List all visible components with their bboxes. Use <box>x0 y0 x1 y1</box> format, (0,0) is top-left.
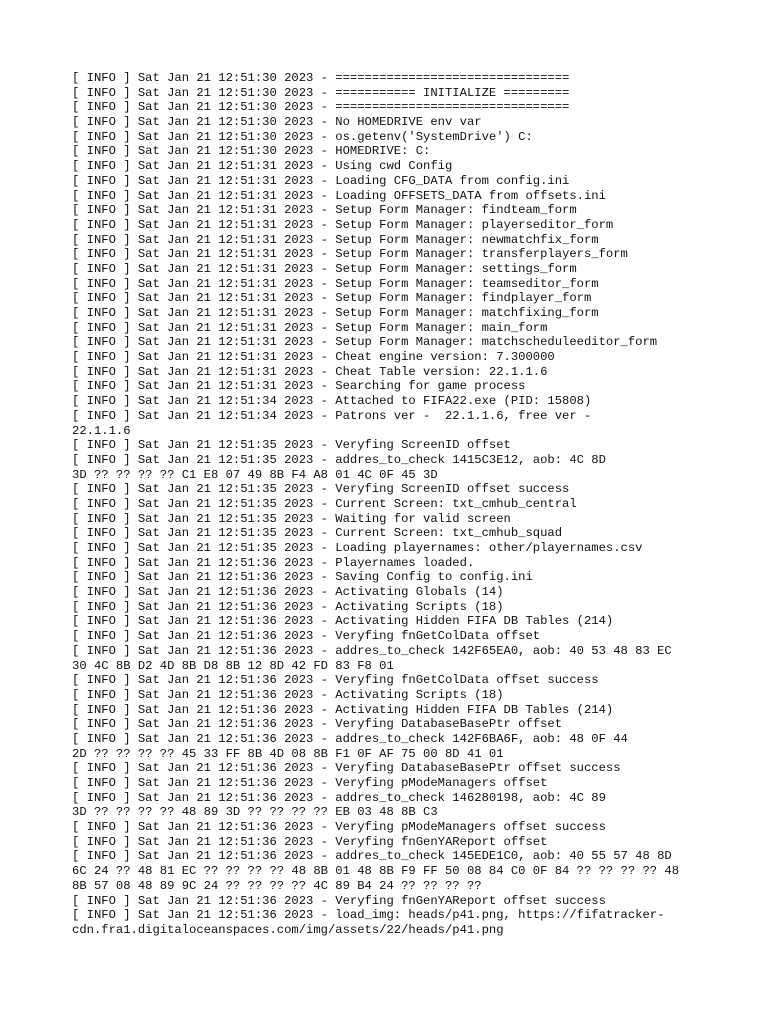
log-line: [ INFO ] Sat Jan 21 12:51:36 2023 - Veryfing fnGenYAReport offset success <box>72 893 606 908</box>
log-line: [ INFO ] Sat Jan 21 12:51:31 2023 - Setup Form Manager: matchscheduleeditor_form <box>72 335 658 350</box>
log-line: [ INFO ] Sat Jan 21 12:51:36 2023 - Veryfing pModeManagers offset <box>72 776 548 790</box>
log-line: [ INFO ] Sat Jan 21 12:51:34 2023 - Attached to FIFA22.exe (PID: 15808) <box>72 394 592 409</box>
log-line: [ INFO ] Sat Jan 21 12:51:36 2023 - addres_to_check 145EDE1C0, aob: 40 55 57 48 8D <box>72 849 672 864</box>
log-line: [ INFO ] Sat Jan 21 12:51:35 2023 - Waiting for valid screen <box>72 511 511 526</box>
log-line: [ INFO ] Sat Jan 21 12:51:30 2023 - os.getenv('SystemDrive') C: <box>72 129 533 144</box>
log-line: [ INFO ] Sat Jan 21 12:51:30 2023 - ================================ <box>72 71 570 85</box>
log-line: [ INFO ] Sat Jan 21 12:51:30 2023 - ================================ <box>72 100 570 115</box>
log-line: [ INFO ] Sat Jan 21 12:51:36 2023 - addres_to_check 142F6BA6F, aob: 48 0F 44 <box>72 731 628 746</box>
log-line: [ INFO ] Sat Jan 21 12:51:31 2023 - Loading CFG_DATA from config.ini <box>72 173 570 188</box>
log-line: [ INFO ] Sat Jan 21 12:51:31 2023 - Using cwd Config <box>72 159 453 174</box>
log-line: [ INFO ] Sat Jan 21 12:51:31 2023 - Searching for game process <box>72 379 526 394</box>
log-line: 6C 24 ?? 48 81 EC ?? ?? ?? ?? 48 8B 01 48 8B F9 FF 50 08 84 C0 0F 84 ?? ?? ?? ?? 48 <box>72 864 680 879</box>
log-line: [ INFO ] Sat Jan 21 12:51:31 2023 - Setup Form Manager: findteam_form <box>72 203 577 218</box>
log-line: [ INFO ] Sat Jan 21 12:51:35 2023 - Veryfing ScreenID offset success <box>72 482 570 497</box>
log-line: 8B 57 08 48 89 9C 24 ?? ?? ?? ?? 4C 89 B4 24 ?? ?? ?? ?? <box>72 878 482 893</box>
log-line: [ INFO ] Sat Jan 21 12:51:30 2023 - =========== INITIALIZE ========= <box>72 85 570 100</box>
log-line: [ INFO ] Sat Jan 21 12:51:31 2023 - Loading OFFSETS_DATA from offsets.ini <box>72 188 606 203</box>
log-line: [ INFO ] Sat Jan 21 12:51:36 2023 - Saving Config to config.ini <box>72 570 533 585</box>
log-line: [ INFO ] Sat Jan 21 12:51:36 2023 - Activating Scripts (18) <box>72 687 504 702</box>
log-line: [ INFO ] Sat Jan 21 12:51:31 2023 - Setup Form Manager: transferplayers_form <box>72 247 628 262</box>
log-line: [ INFO ] Sat Jan 21 12:51:31 2023 - Setup Form Manager: settings_form <box>72 261 577 276</box>
log-line: [ INFO ] Sat Jan 21 12:51:31 2023 - Cheat Table version: 22.1.1.6 <box>72 364 548 379</box>
log-line: [ INFO ] Sat Jan 21 12:51:31 2023 - Setup Form Manager: playerseditor_form <box>72 217 614 232</box>
log-line: [ INFO ] Sat Jan 21 12:51:35 2023 - Current Screen: txt_cmhub_squad <box>72 526 563 541</box>
log-line: [ INFO ] Sat Jan 21 12:51:36 2023 - Veryfing DatabaseBasePtr offset <box>72 717 563 732</box>
log-line: [ INFO ] Sat Jan 21 12:51:36 2023 - Activating Hidden FIFA DB Tables (214) <box>72 614 614 629</box>
log-line: [ INFO ] Sat Jan 21 12:51:30 2023 - No HOMEDRIVE env var <box>72 115 482 130</box>
log-line: 30 4C 8B D2 4D 8B D8 8B 12 8D 42 FD 83 F8 01 <box>72 658 394 673</box>
log-line: [ INFO ] Sat Jan 21 12:51:31 2023 - Setup Form Manager: findplayer_form <box>72 291 592 306</box>
log-line: 3D ?? ?? ?? ?? C1 E8 07 49 8B F4 A8 01 4C 0F 45 3D <box>72 467 438 482</box>
log-line: [ INFO ] Sat Jan 21 12:51:36 2023 - Veryfing pModeManagers offset success <box>72 820 606 835</box>
log-line: [ INFO ] Sat Jan 21 12:51:36 2023 - Activating Globals (14) <box>72 585 504 600</box>
log-line: 22.1.1.6 <box>72 423 131 438</box>
log-line: [ INFO ] Sat Jan 21 12:51:36 2023 - Veryfing fnGenYAReport offset <box>72 834 548 849</box>
log-line: [ INFO ] Sat Jan 21 12:51:36 2023 - Playernames loaded. <box>72 555 475 570</box>
log-line: [ INFO ] Sat Jan 21 12:51:34 2023 - Patrons ver - 22.1.1.6, free ver - <box>72 408 592 423</box>
log-line: [ INFO ] Sat Jan 21 12:51:36 2023 - Veryfing DatabaseBasePtr offset success <box>72 761 621 776</box>
log-line: [ INFO ] Sat Jan 21 12:51:35 2023 - Current Screen: txt_cmhub_central <box>72 496 577 511</box>
log-line: [ INFO ] Sat Jan 21 12:51:31 2023 - Setup Form Manager: matchfixing_form <box>72 306 599 320</box>
log-line: [ INFO ] Sat Jan 21 12:51:31 2023 - Setup Form Manager: newmatchfix_form <box>72 232 599 247</box>
log-line: 3D ?? ?? ?? ?? 48 89 3D ?? ?? ?? ?? EB 03 48 8B C3 <box>72 805 438 820</box>
log-line: [ INFO ] Sat Jan 21 12:51:30 2023 - HOMEDRIVE: C: <box>72 144 431 159</box>
log-document <box>72 71 712 938</box>
log-line: [ INFO ] Sat Jan 21 12:51:36 2023 - Veryfing fnGetColData offset success <box>72 673 599 688</box>
log-line: 2D ?? ?? ?? ?? 45 33 FF 8B 4D 08 8B F1 0F AF 75 00 8D 41 01 <box>72 746 504 761</box>
log-line: [ INFO ] Sat Jan 21 12:51:31 2023 - Setup Form Manager: main_form <box>72 320 548 335</box>
log-line: [ INFO ] Sat Jan 21 12:51:31 2023 - Setup Form Manager: teamseditor_form <box>72 276 599 291</box>
log-line: [ INFO ] Sat Jan 21 12:51:35 2023 - Veryfing ScreenID offset <box>72 438 511 453</box>
log-line: cdn.fra1.digitaloceanspaces.com/img/assets/22/heads/p41.png <box>72 922 504 937</box>
log-line: [ INFO ] Sat Jan 21 12:51:31 2023 - Cheat engine version: 7.300000 <box>72 350 555 365</box>
log-line: [ INFO ] Sat Jan 21 12:51:36 2023 - addres_to_check 142F65EA0, aob: 40 53 48 83 EC <box>72 643 672 658</box>
log-line: [ INFO ] Sat Jan 21 12:51:36 2023 - addres_to_check 146280198, aob: 4C 89 <box>72 790 606 805</box>
log-line: [ INFO ] Sat Jan 21 12:51:35 2023 - Loading playernames: other/playernames.csv <box>72 541 643 555</box>
log-line: [ INFO ] Sat Jan 21 12:51:36 2023 - Veryfing fnGetColData offset <box>72 629 541 644</box>
log-line: [ INFO ] Sat Jan 21 12:51:36 2023 - load_img: heads/p41.png, https://fifatracker- <box>72 908 665 923</box>
log-line: [ INFO ] Sat Jan 21 12:51:36 2023 - Activating Hidden FIFA DB Tables (214) <box>72 702 614 717</box>
log-line: [ INFO ] Sat Jan 21 12:51:36 2023 - Activating Scripts (18) <box>72 599 504 614</box>
log-line: [ INFO ] Sat Jan 21 12:51:35 2023 - addres_to_check 1415C3E12, aob: 4C 8D <box>72 452 606 467</box>
